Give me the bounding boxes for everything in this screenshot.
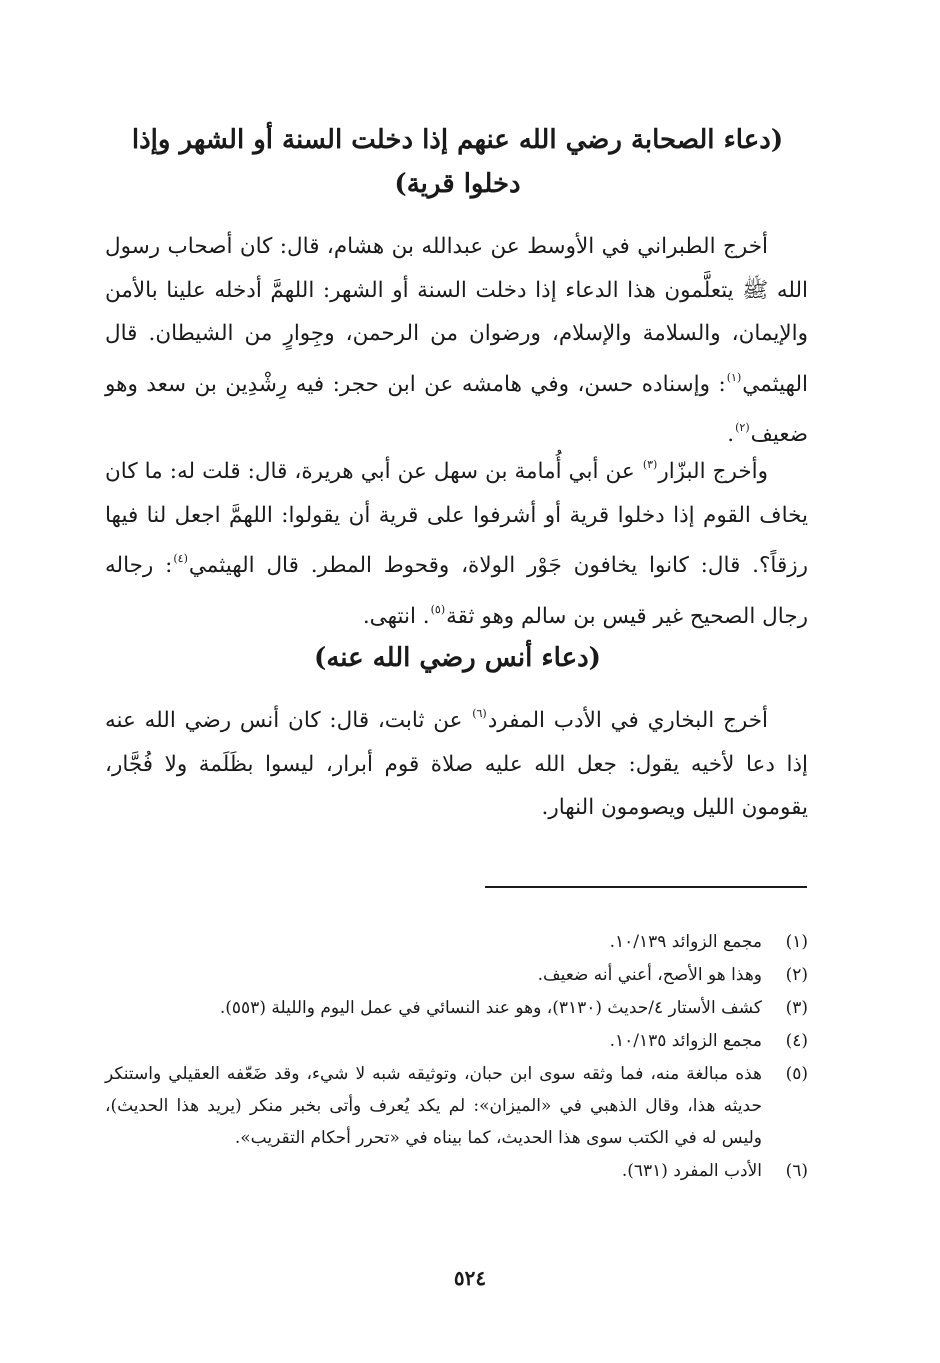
footnote-item <box>105 992 808 1024</box>
footnote-text: وهذا هو الأصح، أعني أنه ضعيف. <box>537 965 762 985</box>
paragraph-text: . انتهى. <box>362 603 430 629</box>
body-paragraph <box>105 225 808 457</box>
footnote-text: هذه مبالغة منه، فما وثقه سوى ابن حبان، وتوثيقه شبه لا شيء، وقد ضَعّفه العقيلي واستنكر حديثه هذا، وقال الذهبي في «الميزان»: لم يكد يُعرف وأتى بخبر منكر (يريد هذا الحديث)، وليس له في الكتب سوى هذا الحديث، كما بيناه في «تحرر أحكام التقريب». <box>105 1064 762 1148</box>
footnote-number: (٢) <box>785 965 808 985</box>
footnote-reference: (٢) <box>735 421 750 434</box>
footnote-reference: (٣) <box>642 458 658 471</box>
footnote-number: (٥) <box>785 1064 808 1084</box>
footnote-item <box>105 1025 808 1057</box>
body-paragraph <box>105 692 808 830</box>
footnote-number: (٤) <box>785 1031 808 1051</box>
footnote-reference: (١) <box>726 370 742 384</box>
body-paragraph <box>105 443 808 638</box>
paragraph-text: أخرج الطبراني في الأوسط عن عبدالله بن هشام، قال: كان أصحاب رسول الله ﷺ يتعلَّمون هذا الدعاء إذا دخلت السنة أو الشهر: اللهمَّ أدخله علينا بالأمن والإيمان، والسلامة والإسلام، ورضوان من الرحمن، وجِوارٍ من الشيطان. قال الهيثمي <box>105 234 808 397</box>
footnote-text: مجمع الزوائد ١٠/١٣٩. <box>609 932 762 952</box>
page-number: ٥٢٤ <box>453 1266 487 1290</box>
section-heading: (دعاء أنس رضي الله عنه) <box>314 643 601 673</box>
paragraph-text: : وإسناده حسن، وفي هامشه عن ابن حجر: فيه رِشْدِين بن سعد وهو ضعيف <box>105 371 808 447</box>
footnote-number: (٦) <box>785 1161 808 1181</box>
footnote-number: (٣) <box>785 998 808 1018</box>
footnote-text: الأدب المفرد (٦٣١). <box>621 1161 762 1181</box>
footnote-separator <box>485 886 807 888</box>
paragraph-text: عن أبي أُمامة بن سهل عن أبي هريرة، قال: قلت له: ما كان يخاف القوم إذا دخلوا قرية أو أشرفوا على قرية أن يقولوا: اللهمَّ اجعل لنا فيها رزقاً؟. قال: كانوا يخافون جَوْر الولاة، وقحوط المطر. قال الهيثمي <box>105 459 808 578</box>
footnotes-list <box>105 926 808 1188</box>
footnote-reference: (٥) <box>430 602 446 616</box>
paragraph-text: : رجاله رجال الصحيح غير قيس بن سالم وهو ثقة <box>105 553 808 629</box>
paragraph-text: وأخرج البزّار <box>658 459 768 484</box>
footnote-reference: (٦) <box>472 707 487 720</box>
footnote-number: (١) <box>785 932 808 952</box>
footnote-text: مجمع الزوائد ١٠/١٣٥. <box>609 1031 762 1051</box>
paragraph-text: عن ثابت، قال: كان أنس رضي الله عنه إذا دعا لأخيه يقول: جعل الله عليه صلاة قوم أبرار، ليسوا بظَلَمة ولا فُجَّار، يقومون الليل ويصومون النهار. <box>105 708 808 820</box>
footnote-item <box>105 1155 808 1187</box>
footnote-text: كشف الأستار ٤/حديث (٣١٣٠)، وهو عند النسائي في عمل اليوم والليلة (٥٥٣). <box>219 998 762 1018</box>
footnote-reference: (٤) <box>173 552 188 565</box>
section-heading: (دعاء الصحابة رضي الله عنهم إذا دخلت السنة أو الشهر وإذا دخلوا قرية) <box>131 125 784 199</box>
paragraph-text: أخرج البخاري في الأدب المفرد <box>487 708 768 733</box>
footnote-item <box>105 926 808 958</box>
footnote-item <box>105 1058 808 1154</box>
paragraph-text: . <box>727 422 735 447</box>
footnote-item <box>105 959 808 991</box>
